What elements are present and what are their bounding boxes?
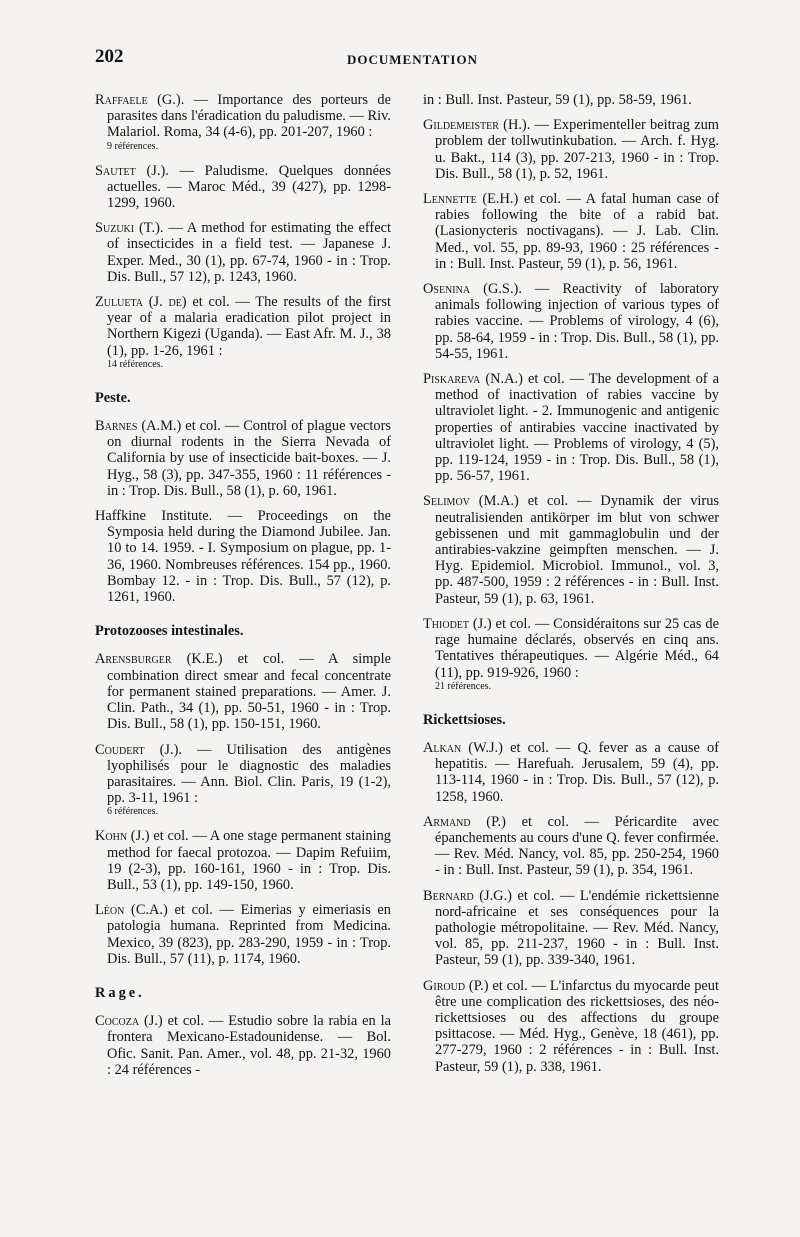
entry-text	[95, 92, 391, 141]
entry-author: Piskareva (N.A.)	[423, 371, 523, 388]
entry-author: Barnes (A.M.)	[95, 418, 182, 435]
entry-body	[95, 163, 391, 212]
entry-author: Zulueta (J. de)	[95, 294, 187, 311]
entry-text	[95, 828, 392, 893]
page-header	[95, 46, 730, 74]
entry-citation: — Utilisation des antigènes lyophilisés pour le diagnostic des maladies parasitaires. — Ann. Biol. Clin. Paris, 19 (1-2), pp. 3-11, 1961 :	[107, 741, 391, 807]
page-number: 202	[95, 46, 124, 67]
bibliography-entry	[423, 371, 719, 484]
entry-author: Arensburger (K.E.)	[95, 651, 223, 668]
entry-citation: — Reactivity of laboratory animals following injection of various types of rabies vaccine. — Problems of virology, 4 (6), pp. 58-64, 1959 - in : Trop. Dis. Bull., 58 (1), pp. 54-55, 1961.	[435, 281, 719, 362]
entry-citation: et col. — L'infarctus du myocarde peut être une complication des rickettsioses, des néo-rickettsioses ou des affections du groupe psittacose. — Méd. Hyg., Genève, 18 (461), pp. 277-279, 1960 : 2 références - in : Bull. Inst. Pasteur, 59 (1), p. 338, 1961.	[435, 977, 719, 1075]
entry-author: Suzuki (T.).	[95, 220, 164, 237]
entry-text	[95, 651, 391, 733]
entry-body	[95, 220, 391, 285]
entry-body	[423, 493, 719, 606]
entry-text	[423, 615, 719, 681]
entry-body	[423, 814, 719, 879]
right-column	[423, 92, 719, 1084]
section-heading: Peste.	[95, 389, 131, 406]
bibliography-entry	[95, 92, 391, 154]
bibliography-entry	[423, 740, 719, 805]
bibliography-entry	[423, 191, 719, 272]
entry-text	[95, 294, 392, 359]
bibliography-entry	[95, 220, 391, 285]
entry-text	[423, 887, 719, 969]
entry-body	[423, 191, 719, 272]
entry-body	[423, 371, 719, 484]
entry-author: Sautet (J.).	[95, 162, 169, 179]
entry-author: Kohn (J.)	[95, 828, 150, 845]
entry-citation: — Paludisme. Quelques données actuelles. — Maroc Méd., 39 (427), pp. 1298-1299, 1960.	[107, 162, 391, 212]
bibliography-entry	[95, 508, 391, 605]
entry-citation: in : Bull. Inst. Pasteur, 59 (1), pp. 58-59, 1961.	[423, 92, 692, 108]
entry-body	[423, 978, 719, 1075]
entry-author: Armand (P.)	[423, 813, 506, 830]
bibliography-entry	[423, 493, 719, 606]
entry-citation: et col. — A fatal human case of rabies following the bite of a rabid bat. (Lasionycteris noctivagans). — J. Lab. Clin. Med., vol. 55, pp. 89-93, 1960 : 25 références - in : Bull. Inst. Pasteur, 59 (1), p. 56, 1961.	[435, 191, 719, 272]
entry-text	[95, 508, 391, 606]
entry-body	[423, 740, 719, 805]
entry-text	[95, 418, 391, 499]
entry-references: 6 références.	[107, 806, 159, 818]
entry-citation: et col. — Considéraitons sur 25 cas de rage humaine déclarés, observés en cinq ans. Tentatives thérapeutiques. — Algérie Méd., 64 (11), pp. 919-926, 1960 :	[435, 615, 719, 681]
running-head: DOCUMENTATION	[347, 52, 478, 67]
entry-body	[95, 418, 391, 499]
entry-body	[423, 616, 719, 681]
entry-citation: — Experimenteller beitrag zum problem der tollwutinkubation. — Arch. f. Hyg. u. Bakt., 114 (3), pp. 207-213, 1960 - in : Trop. Dis. Bull., 58 (1), p. 52, 1961.	[435, 117, 719, 182]
entry-text	[95, 162, 391, 212]
entry-citation: et col. — Eimerias y eimeriasis en patologia humana. Reprinted from Medicina. Mexico, 39 (823), pp. 283-290, 1959 - in : Trop. Dis. Bull., 57 (11), p. 1174, 1960.	[107, 902, 391, 967]
entry-text	[95, 220, 391, 285]
entry-citation: — Importance des porteurs de parasites dans l'éradication du paludisme. — Riv. Malariol. Roma, 34 (4-6), pp. 201-207, 1960 :	[107, 92, 391, 141]
entry-text	[423, 813, 719, 879]
entry-text	[423, 117, 719, 182]
entry-body	[423, 117, 719, 182]
entry-author: Thiodet (J.)	[423, 615, 492, 632]
entry-body	[423, 888, 719, 969]
entry-citation: et col. — Estudio sobre la rabia en la frontera Mexicano-Estadounidense. — Bol. Ofic. Sanit. Pan. Amer., vol. 48, pp. 21-32, 1960 : 24 références -	[107, 1013, 392, 1078]
entry-references: 14 références.	[107, 358, 164, 370]
entry-author: Coudert (J.).	[95, 741, 183, 758]
entry-body	[95, 902, 391, 967]
entry-body	[95, 742, 391, 807]
section-heading: Rage.	[95, 984, 145, 1001]
bibliography-entry	[95, 902, 391, 967]
entry-citation: et col. — Dynamik der virus neutralisienden antikörper im blut von schwer gebissenen und mit gammaglobulin und der antirabies-vakzine geimpften menschen. — J. Hyg. Epidemiol. Microbiol. Immunol., vol. 3, pp. 487-500, 1959 : 2 références - in : Bull. Inst. Pasteur, 59 (1), p. 63, 1961.	[435, 493, 719, 607]
entry-author: Osenina (G.S.).	[423, 281, 522, 298]
entry-author: Giroud (P.)	[423, 977, 489, 994]
entry-text	[423, 191, 719, 272]
entry-author: Alkan (W.J.)	[423, 739, 503, 756]
entry-citation: Haffkine Institute. — Proceedings on the Symposia held during the Diamond Jubilee. Jan. 10 to 14. 1959. - I. Symposium on plague, pp. 1-36, 1960. Nombreuses références. 154 pp., 1960. Bombay 12. - in : Trop. Dis. Bull., 57 (12), p. 1261, 1960.	[95, 508, 391, 606]
entry-text	[423, 281, 719, 362]
bibliography-entry	[95, 1013, 391, 1078]
entry-citation: et col. — The results of the first year of a malaria eradication pilot project in Northern Kigezi (Uganda). — East Afr. M. J., 38 (1), pp. 1-26, 1961 :	[107, 294, 392, 359]
entry-author: Cocoza (J.)	[95, 1013, 163, 1030]
entry-citation: et col. — Q. fever as a cause of hepatitis. — Harefuah. Jerusalem, 59 (4), pp. 113-114, 1960 - in : Trop. Dis. Bull., 57 (12), p. 1258, 1960.	[435, 739, 720, 805]
bibliography-entry	[95, 742, 391, 820]
bibliography-entry	[95, 294, 391, 372]
entry-text	[95, 741, 391, 807]
entry-text	[423, 739, 720, 805]
entry-citation: et col. — The development of a method of inactivation of rabies vaccine by ultraviolet light. - 2. Immunogenic and antigenic properties of antirabies vaccine inactivated by ultraviolet light. — Problems of virology, 4 (5), pp. 119-124, 1959 - in : Trop. Dis. Bull., 58 (1), pp. 56-57, 1961.	[435, 371, 719, 485]
left-column	[95, 92, 391, 1087]
entry-text	[95, 1013, 392, 1078]
entry-text	[423, 371, 719, 485]
entry-author: Gildemeister (H.).	[423, 117, 531, 134]
bibliography-entry	[95, 828, 391, 893]
section-heading: Rickettsioses.	[423, 711, 506, 728]
entry-body	[95, 508, 391, 605]
bibliography-entry	[423, 92, 719, 108]
entry-author: Bernard (J.G.)	[423, 887, 512, 904]
entry-body	[95, 1013, 391, 1078]
entry-author: Lennette (E.H.)	[423, 191, 519, 208]
entry-body	[423, 281, 719, 362]
bibliography-entry	[423, 888, 719, 969]
entry-references: 21 références.	[435, 680, 492, 692]
entry-author: Raffaele (G.).	[95, 92, 185, 108]
entry-citation: et col. — Control of plague vectors on diurnal rodents in the Sierra Nevada of California by use of insecticide bait-boxes. — J. Hyg., 58 (3), pp. 347-355, 1960 : 11 références - in : Trop. Dis. Bull., 58 (1), p. 60, 1961.	[107, 418, 391, 499]
entry-citation: et col. — L'endémie rickettsienne nord-africaine et ses conséquences pour la pathologie métropolitaine. — Rev. Méd. Nancy, vol. 85, pp. 211-237, 1960 - in : Bull. Inst. Pasteur, 59 (1), pp. 339-340, 1961.	[435, 887, 719, 969]
entry-author: Selimov (M.A.)	[423, 493, 519, 510]
entry-text	[95, 902, 391, 967]
entry-body	[423, 92, 719, 108]
entry-text	[423, 493, 719, 607]
bibliography-entry	[95, 651, 391, 732]
bibliography-entry	[423, 814, 719, 879]
entry-citation: et col. — A simple combination direct smear and fecal concentrate for permanent stained preparations. — Amer. J. Clin. Path., 34 (1), pp. 50-51, 1960 - in : Trop. Dis. Bull., 58 (1), pp. 150-151, 1960.	[107, 651, 391, 733]
bibliography-entry	[423, 117, 719, 182]
entry-citation: — A method for estimating the effect of insecticides in a field test. — Japanese J. Exper. Med., 30 (1), pp. 67-74, 1960 - in : Trop. Dis. Bull., 57 12), p. 1243, 1960.	[107, 220, 391, 285]
entry-references: 9 références.	[107, 140, 159, 152]
bibliography-entry	[423, 616, 719, 694]
section-heading: Protozooses intestinales.	[95, 623, 244, 640]
entry-body	[95, 651, 391, 732]
entry-body	[95, 294, 391, 359]
bibliography-entry	[423, 281, 719, 362]
entry-citation: et col. — A one stage permanent staining method for faecal protozoa. — Dapim Refuiim, 19 (2-3), pp. 160-161, 1960 - in : Trop. Dis. Bull., 53 (1), pp. 149-150, 1960.	[107, 828, 392, 893]
entry-body	[95, 92, 391, 141]
entry-body	[95, 828, 391, 893]
bibliography-entry	[95, 418, 391, 499]
bibliography-entry	[95, 163, 391, 212]
entry-author: Léon (C.A.)	[95, 902, 168, 919]
entry-text	[423, 92, 719, 108]
bibliography-entry	[423, 978, 719, 1075]
entry-citation: et col. — Péricardite avec épanchements au cours d'une Q. fever confirmée. — Rev. Méd. Nancy, vol. 85, pp. 250-254, 1960 - in : Bull. Inst. Pasteur, 59 (1), p. 354, 1961.	[435, 813, 719, 879]
entry-text	[423, 977, 719, 1075]
